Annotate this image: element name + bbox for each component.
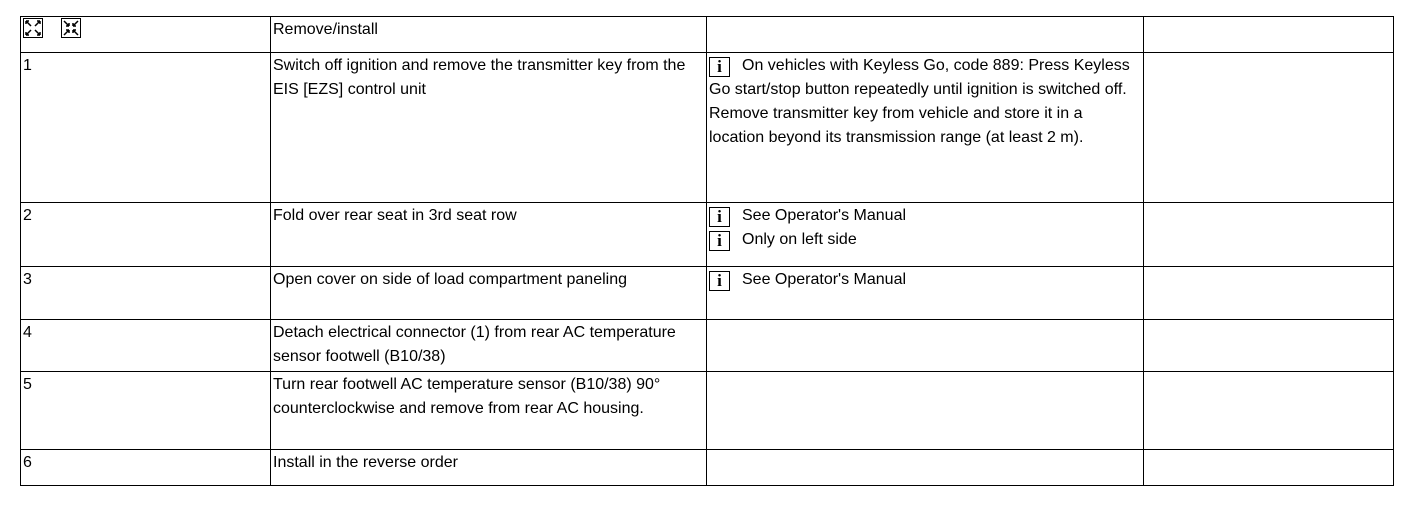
step-number: 5 [21,372,271,450]
step-note-text: See Operator's Manual [742,271,907,288]
step-notes [707,53,1144,203]
step-extra-cell [1144,203,1394,267]
header-extra-cell [1144,17,1394,53]
header-notes-cell [707,17,1144,53]
table-row [21,372,1394,450]
step-action: Open cover on side of load compartment paneling [271,267,707,320]
info-icon: i [709,271,730,291]
procedure-table [20,16,1394,486]
step-number: 4 [21,320,271,372]
info-icon: i [709,207,730,227]
step-extra-cell [1144,320,1394,372]
step-action: Detach electrical connector (1) from rear AC temperature sensor footwell (B10/38) [271,320,707,372]
step-action: Fold over rear seat in 3rd seat row [271,203,707,267]
step-action: Turn rear footwell AC temperature sensor (B10/38) 90° counterclockwise and remove from rear AC housing. [271,372,707,450]
table-row [21,53,1394,203]
info-icon: i [709,231,730,251]
step-action: Switch off ignition and remove the transmitter key from the EIS [EZS] control unit [271,53,707,203]
step-notes [707,267,1144,320]
step-note [709,228,1141,252]
header-icons-cell [21,17,271,53]
header-row [21,17,1394,53]
step-number: 1 [21,53,271,203]
header-title: Remove/install [271,17,707,53]
step-action: Install in the reverse order [271,450,707,486]
step-notes [707,203,1144,267]
table-row [21,267,1394,320]
expand-arrows-icon[interactable] [23,18,43,38]
step-note-text: See Operator's Manual [742,207,907,224]
step-extra-cell [1144,450,1394,486]
step-number: 3 [21,267,271,320]
step-notes [707,372,1144,450]
step-extra-cell [1144,372,1394,450]
step-number: 2 [21,203,271,267]
table-row [21,203,1394,267]
info-icon: i [709,57,730,77]
step-extra-cell [1144,53,1394,203]
step-extra-cell [1144,267,1394,320]
step-note-text: Only on left side [742,231,857,248]
step-note [709,204,1141,228]
step-number: 6 [21,450,271,486]
step-notes [707,450,1144,486]
step-notes [707,320,1144,372]
table-row [21,320,1394,372]
collapse-arrows-icon[interactable] [61,18,81,38]
table-row [21,450,1394,486]
step-note-text: On vehicles with Keyless Go, code 889: Press Keyless Go start/stop button repeatedly until ignition is switched off. Remove transmitter key from vehicle and store it in a location beyond its transmission range (at least 2 m). [709,57,1130,146]
